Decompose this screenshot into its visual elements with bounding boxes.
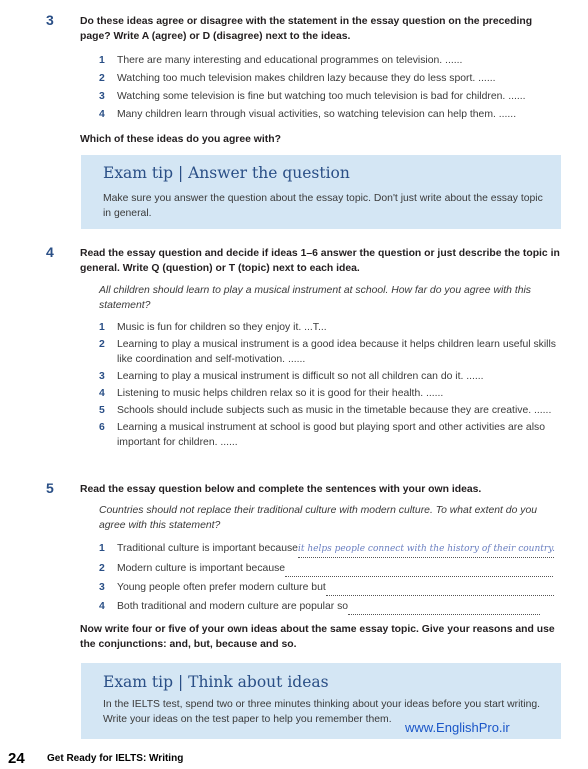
list-item: 1 Music is fun for children so they enjoy it. ...T... xyxy=(99,322,327,333)
list-item: 2 Modern culture is important because xyxy=(99,561,561,577)
exercise-3-number: 3 xyxy=(46,12,54,28)
answer-line[interactable] xyxy=(285,561,553,577)
exercise-5-essay-question: Countries should not replace their traditional culture with modern culture. To what extent do you agree with this statement? xyxy=(99,505,537,531)
list-item: 3 Learning to play a musical instrument is difficult so not all children can do it. ...... xyxy=(99,371,484,382)
exercise-3-instruction: Do these ideas agree or disagree with the statement in the essay question on the preceding page? Write A (agree) or D (disagree) next to the ideas. xyxy=(80,16,533,42)
exam-tip-title: Exam tip | Think about ideas xyxy=(103,673,329,691)
exam-tip-body: Make sure you answer the question about the essay topic. Don't just write about the essay topic in general. xyxy=(103,193,543,219)
page-number: 24 xyxy=(8,750,25,767)
exercise-5-list xyxy=(99,541,561,615)
exam-tip-title: Exam tip | Answer the question xyxy=(103,164,350,182)
list-item: 2 Watching too much television makes children lazy because they do less sport. ...... xyxy=(99,73,496,84)
list-item: 3 Young people often prefer modern culture but xyxy=(99,580,561,596)
exam-tip-box xyxy=(81,155,561,229)
exercise-4-list xyxy=(99,320,561,450)
answer-line[interactable] xyxy=(326,580,554,596)
exercise-4-number: 4 xyxy=(46,244,54,260)
list-item: 1 Traditional culture is important becauseit helps people connect with the history of their country. xyxy=(99,541,561,558)
list-item: 1 There are many interesting and educational programmes on television. ...... xyxy=(99,55,463,66)
watermark: www.EnglishPro.ir xyxy=(405,720,510,735)
exercise-3-list xyxy=(99,53,561,122)
list-item: 4 Listening to music helps children relax so it is good for their health. ...... xyxy=(99,388,444,399)
book-title: Get Ready for IELTS: Writing xyxy=(47,753,184,764)
list-item: 6 Learning a musical instrument at school is good but playing sport and other activities are also important for children. ...... xyxy=(99,422,545,448)
list-item: 3 Watching some television is fine but watching too much television is bad for children. ...... xyxy=(99,91,526,102)
exercise-4-essay-question: All children should learn to play a musical instrument at school. How far do you agree with this statement? xyxy=(99,285,532,311)
exercise-5-instruction: Read the essay question below and complete the sentences with your own ideas. xyxy=(80,484,482,495)
list-item: 4 Many children learn through visual activities, so watching television can help them. ...... xyxy=(99,109,517,120)
exercise-3-followup: Which of these ideas do you agree with? xyxy=(80,134,281,145)
exam-tip-body: In the IELTS test, spend two or three minutes thinking about your ideas before you start writing. Write your ideas on the test paper to help you remember them. xyxy=(103,699,541,725)
exercise-5-number: 5 xyxy=(46,480,54,496)
exercise-4-instruction: Read the essay question and decide if ideas 1–6 answer the question or just describe the topic in general. Write Q (question) or T (topic) next to each idea. xyxy=(80,248,560,274)
answer-line[interactable] xyxy=(348,599,540,615)
list-item: 2 Learning to play a musical instrument is a good idea because it helps children learn useful skills like coordination and self-motivation. ...... xyxy=(99,339,556,365)
list-item: 4 Both traditional and modern culture are popular so xyxy=(99,599,561,615)
handwritten-answer: it helps people connect with the history of their country. xyxy=(297,544,555,554)
list-item: 5 Schools should include subjects such as music in the timetable because they are creative. ...... xyxy=(99,405,552,416)
exercise-5-followup: Now write four or five of your own ideas about the same essay topic. Give your reasons and use the conjunctions: and, but, because and so. xyxy=(80,624,555,650)
